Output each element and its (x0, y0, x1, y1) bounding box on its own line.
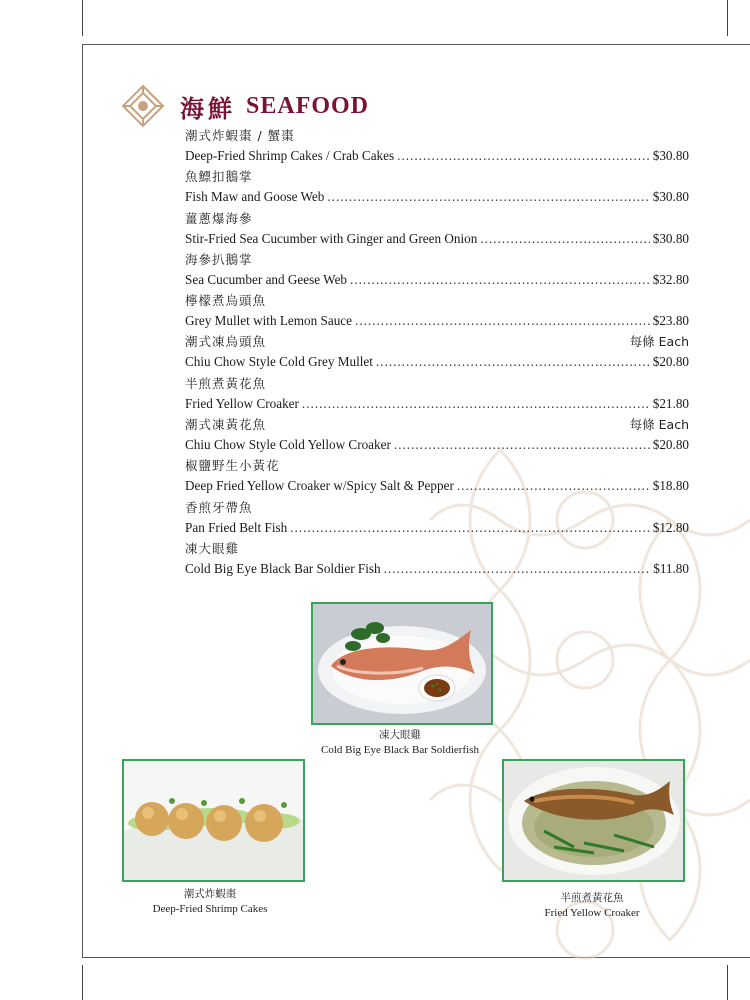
crop-mark-bottom-left (82, 965, 83, 1000)
leader-dots (376, 352, 650, 372)
menu-item (185, 456, 689, 497)
frame-left-line (82, 44, 83, 958)
caption-en: Fried Yellow Croaker (544, 907, 640, 919)
item-name-zh: 薑蔥爆海參 (185, 210, 253, 226)
photo-soldierfish (311, 602, 493, 725)
crop-mark-top-left (82, 0, 83, 36)
item-name-zh: 海參扒鵝掌 (185, 251, 253, 267)
item-price: $21.80 (652, 395, 689, 411)
leader-dots (397, 146, 650, 166)
menu-item (185, 167, 689, 208)
menu-item (185, 539, 689, 580)
item-price: $32.80 (652, 271, 689, 287)
yellow-croaker-dish-image (504, 761, 683, 880)
menu-list (185, 126, 689, 580)
item-name-en: Fish Maw and Goose Web (185, 189, 325, 205)
crop-mark-top-right (727, 0, 728, 36)
caption-yellow-croaker (492, 891, 692, 921)
leader-dots (290, 518, 650, 538)
item-name-en: Cold Big Eye Black Bar Soldier Fish (185, 560, 381, 576)
leader-dots (327, 187, 649, 207)
ornament-icon (120, 84, 166, 128)
menu-item (185, 415, 689, 456)
caption-zh: 潮式炸蝦棗 (183, 888, 237, 900)
caption-soldierfish (290, 728, 510, 758)
item-name-zh: 魚鰾扣鵝掌 (185, 169, 253, 185)
item-name-en: Chiu Chow Style Cold Yellow Croaker (185, 437, 391, 453)
section-header (120, 84, 369, 128)
item-name-zh: 椒鹽野生小黃花 (185, 458, 280, 474)
item-name-en: Sea Cucumber and Geese Web (185, 271, 348, 287)
item-price: $30.80 (652, 230, 689, 246)
item-name-en: Deep-Fried Shrimp Cakes / Crab Cakes (185, 148, 395, 163)
item-price: $18.80 (652, 478, 689, 494)
item-price: $23.80 (652, 313, 689, 329)
item-price: $11.80 (653, 560, 689, 576)
item-name-en: Fried Yellow Croaker (185, 395, 299, 411)
caption-en: Deep-Fried Shrimp Cakes (152, 903, 268, 915)
item-price: $20.80 (652, 354, 689, 370)
caption-zh: 半煎煮黃花魚 (560, 892, 624, 904)
item-price: $20.80 (652, 437, 689, 453)
caption-zh: 凍大眼雞 (379, 729, 421, 741)
item-price: $30.80 (652, 189, 689, 205)
item-name-en: Grey Mullet with Lemon Sauce (185, 313, 353, 329)
menu-item (185, 291, 689, 332)
item-name-en: Deep Fried Yellow Croaker w/Spicy Salt & Pepper (185, 478, 454, 494)
item-name-en: Chiu Chow Style Cold Grey Mullet (185, 354, 373, 370)
leader-dots (350, 270, 650, 290)
item-name-zh: 檸檬煮烏頭魚 (185, 293, 267, 309)
leader-dots (457, 476, 650, 496)
soldierfish-dish-image (313, 604, 491, 723)
menu-item (185, 332, 689, 373)
menu-item (185, 126, 689, 167)
menu-item (185, 209, 689, 250)
item-unit-note: 每條 Each (629, 417, 689, 433)
leader-dots (394, 435, 650, 455)
item-name-zh: 凍大眼雞 (185, 540, 240, 556)
leader-dots (355, 311, 650, 331)
leader-dots (384, 559, 651, 579)
menu-item (185, 498, 689, 539)
item-price: $12.80 (652, 519, 689, 535)
item-name-zh: 潮式凍黃花魚 (185, 417, 267, 433)
crop-mark-bottom-right (727, 965, 728, 1000)
caption-en: Cold Big Eye Black Bar Soldierfish (321, 744, 479, 756)
frame-top-line (82, 44, 750, 45)
item-name-zh: 半煎煮黃花魚 (185, 375, 267, 391)
leader-dots (480, 229, 649, 249)
caption-shrimp-cakes (110, 887, 310, 917)
section-title-zh: 海鮮 (180, 96, 236, 123)
item-name-zh: 潮式炸蝦棗 / 蟹棗 (185, 128, 295, 143)
item-price: $30.80 (652, 148, 689, 163)
menu-item (185, 374, 689, 415)
shrimp-cakes-dish-image (124, 761, 303, 880)
photo-yellow-croaker (502, 759, 685, 882)
item-name-en: Pan Fried Belt Fish (185, 519, 288, 535)
menu-item (185, 250, 689, 291)
section-title-en: SEAFOOD (246, 92, 370, 119)
item-name-zh: 香煎牙帶魚 (185, 499, 253, 515)
item-name-zh: 潮式凍烏頭魚 (185, 334, 267, 350)
leader-dots (302, 394, 650, 414)
item-unit-note: 每條 Each (629, 334, 689, 350)
item-name-en: Stir-Fried Sea Cucumber with Ginger and Green Onion (185, 230, 478, 246)
photo-shrimp-cakes (122, 759, 305, 882)
